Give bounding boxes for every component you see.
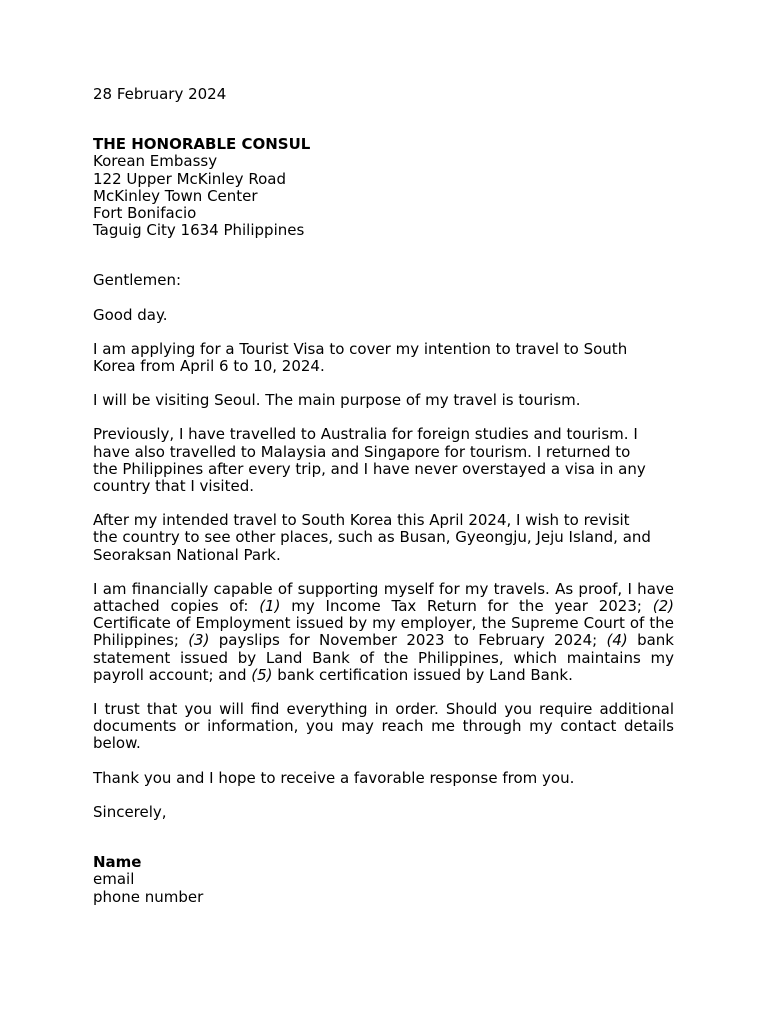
list-number: (4) [606, 631, 628, 650]
addressee-line: McKinley Town Center [93, 186, 258, 205]
list-number: (2) [652, 597, 674, 616]
paragraph-line: country that I visited. [93, 477, 254, 496]
signature-phone: phone number [93, 887, 204, 906]
paragraph-financial-proof [93, 581, 674, 684]
paragraph-closing-request [93, 701, 674, 753]
addressee-block [93, 136, 674, 239]
text-run: my Income Tax Return for the year 2023; [280, 597, 653, 616]
paragraph-text [93, 581, 674, 684]
text-run: bank certification issued by Land Bank. [272, 665, 573, 684]
text-run: I am financially capable of supporting myself for my travels. As proof, I have attached copies of: [93, 579, 674, 616]
addressee-line: Taguig City 1634 Philippines [93, 221, 305, 240]
letter-date: 28 February 2024 [93, 85, 227, 103]
paragraph-future-travel [93, 512, 674, 564]
signature-name: Name [93, 853, 142, 872]
closing-text: Sincerely, [93, 802, 167, 821]
paragraph-line: I will be visiting Seoul. The main purpose of my travel is tourism. [93, 391, 581, 410]
signature-email: email [93, 870, 135, 889]
paragraph-line: Korea from April 6 to 10, 2024. [93, 357, 325, 376]
paragraph-line: Thank you and I hope to receive a favorable response from you. [93, 768, 575, 787]
paragraph-line: have also travelled to Malaysia and Singapore for tourism. I returned to [93, 442, 631, 461]
text-run: payslips for November 2023 to February 2024; [209, 631, 607, 650]
paragraph-travel-history [93, 426, 674, 495]
letter-body [93, 86, 674, 906]
salutation-text: Gentlemen: [93, 271, 182, 290]
text-run: Certificate of Employment issued by my employer, the Supreme Court of the Philippines; [93, 614, 674, 650]
salutation [93, 272, 674, 289]
addressee-title: THE HONORABLE CONSUL [93, 135, 311, 154]
signature-block [93, 854, 674, 906]
paragraph-line: I am applying for a Tourist Visa to cover my intention to travel to South [93, 339, 628, 358]
greeting-text: Good day. [93, 305, 168, 324]
paragraph-thanks [93, 770, 674, 787]
paragraph-line: After my intended travel to South Korea this April 2024, I wish to revisit [93, 511, 630, 530]
paragraph-visa-application [93, 341, 674, 375]
paragraph-text: I trust that you will find everything in order. Should you require additional documents or information, you may reach me through my contact details below. [93, 700, 674, 753]
paragraph-line: Seoraksan National Park. [93, 545, 281, 564]
paragraph-line: the Philippines after every trip, and I have never overstayed a visa in any [93, 459, 646, 478]
paragraph-line: Previously, I have travelled to Australia for foreign studies and tourism. I [93, 425, 638, 444]
closing [93, 804, 674, 821]
paragraph-purpose [93, 392, 674, 409]
list-number: (3) [188, 631, 210, 650]
list-number: (1) [259, 597, 281, 616]
list-number: (5) [251, 665, 273, 684]
paragraph-line: the country to see other places, such as Busan, Gyeongju, Jeju Island, and [93, 528, 651, 547]
addressee-line: 122 Upper McKinley Road [93, 169, 286, 188]
greeting [93, 307, 674, 324]
text-run: bank statement issued by Land Bank of the Philippines, which maintains my payroll account; and [93, 631, 674, 684]
addressee-line: Fort Bonifacio [93, 204, 197, 223]
addressee-line: Korean Embassy [93, 152, 218, 171]
